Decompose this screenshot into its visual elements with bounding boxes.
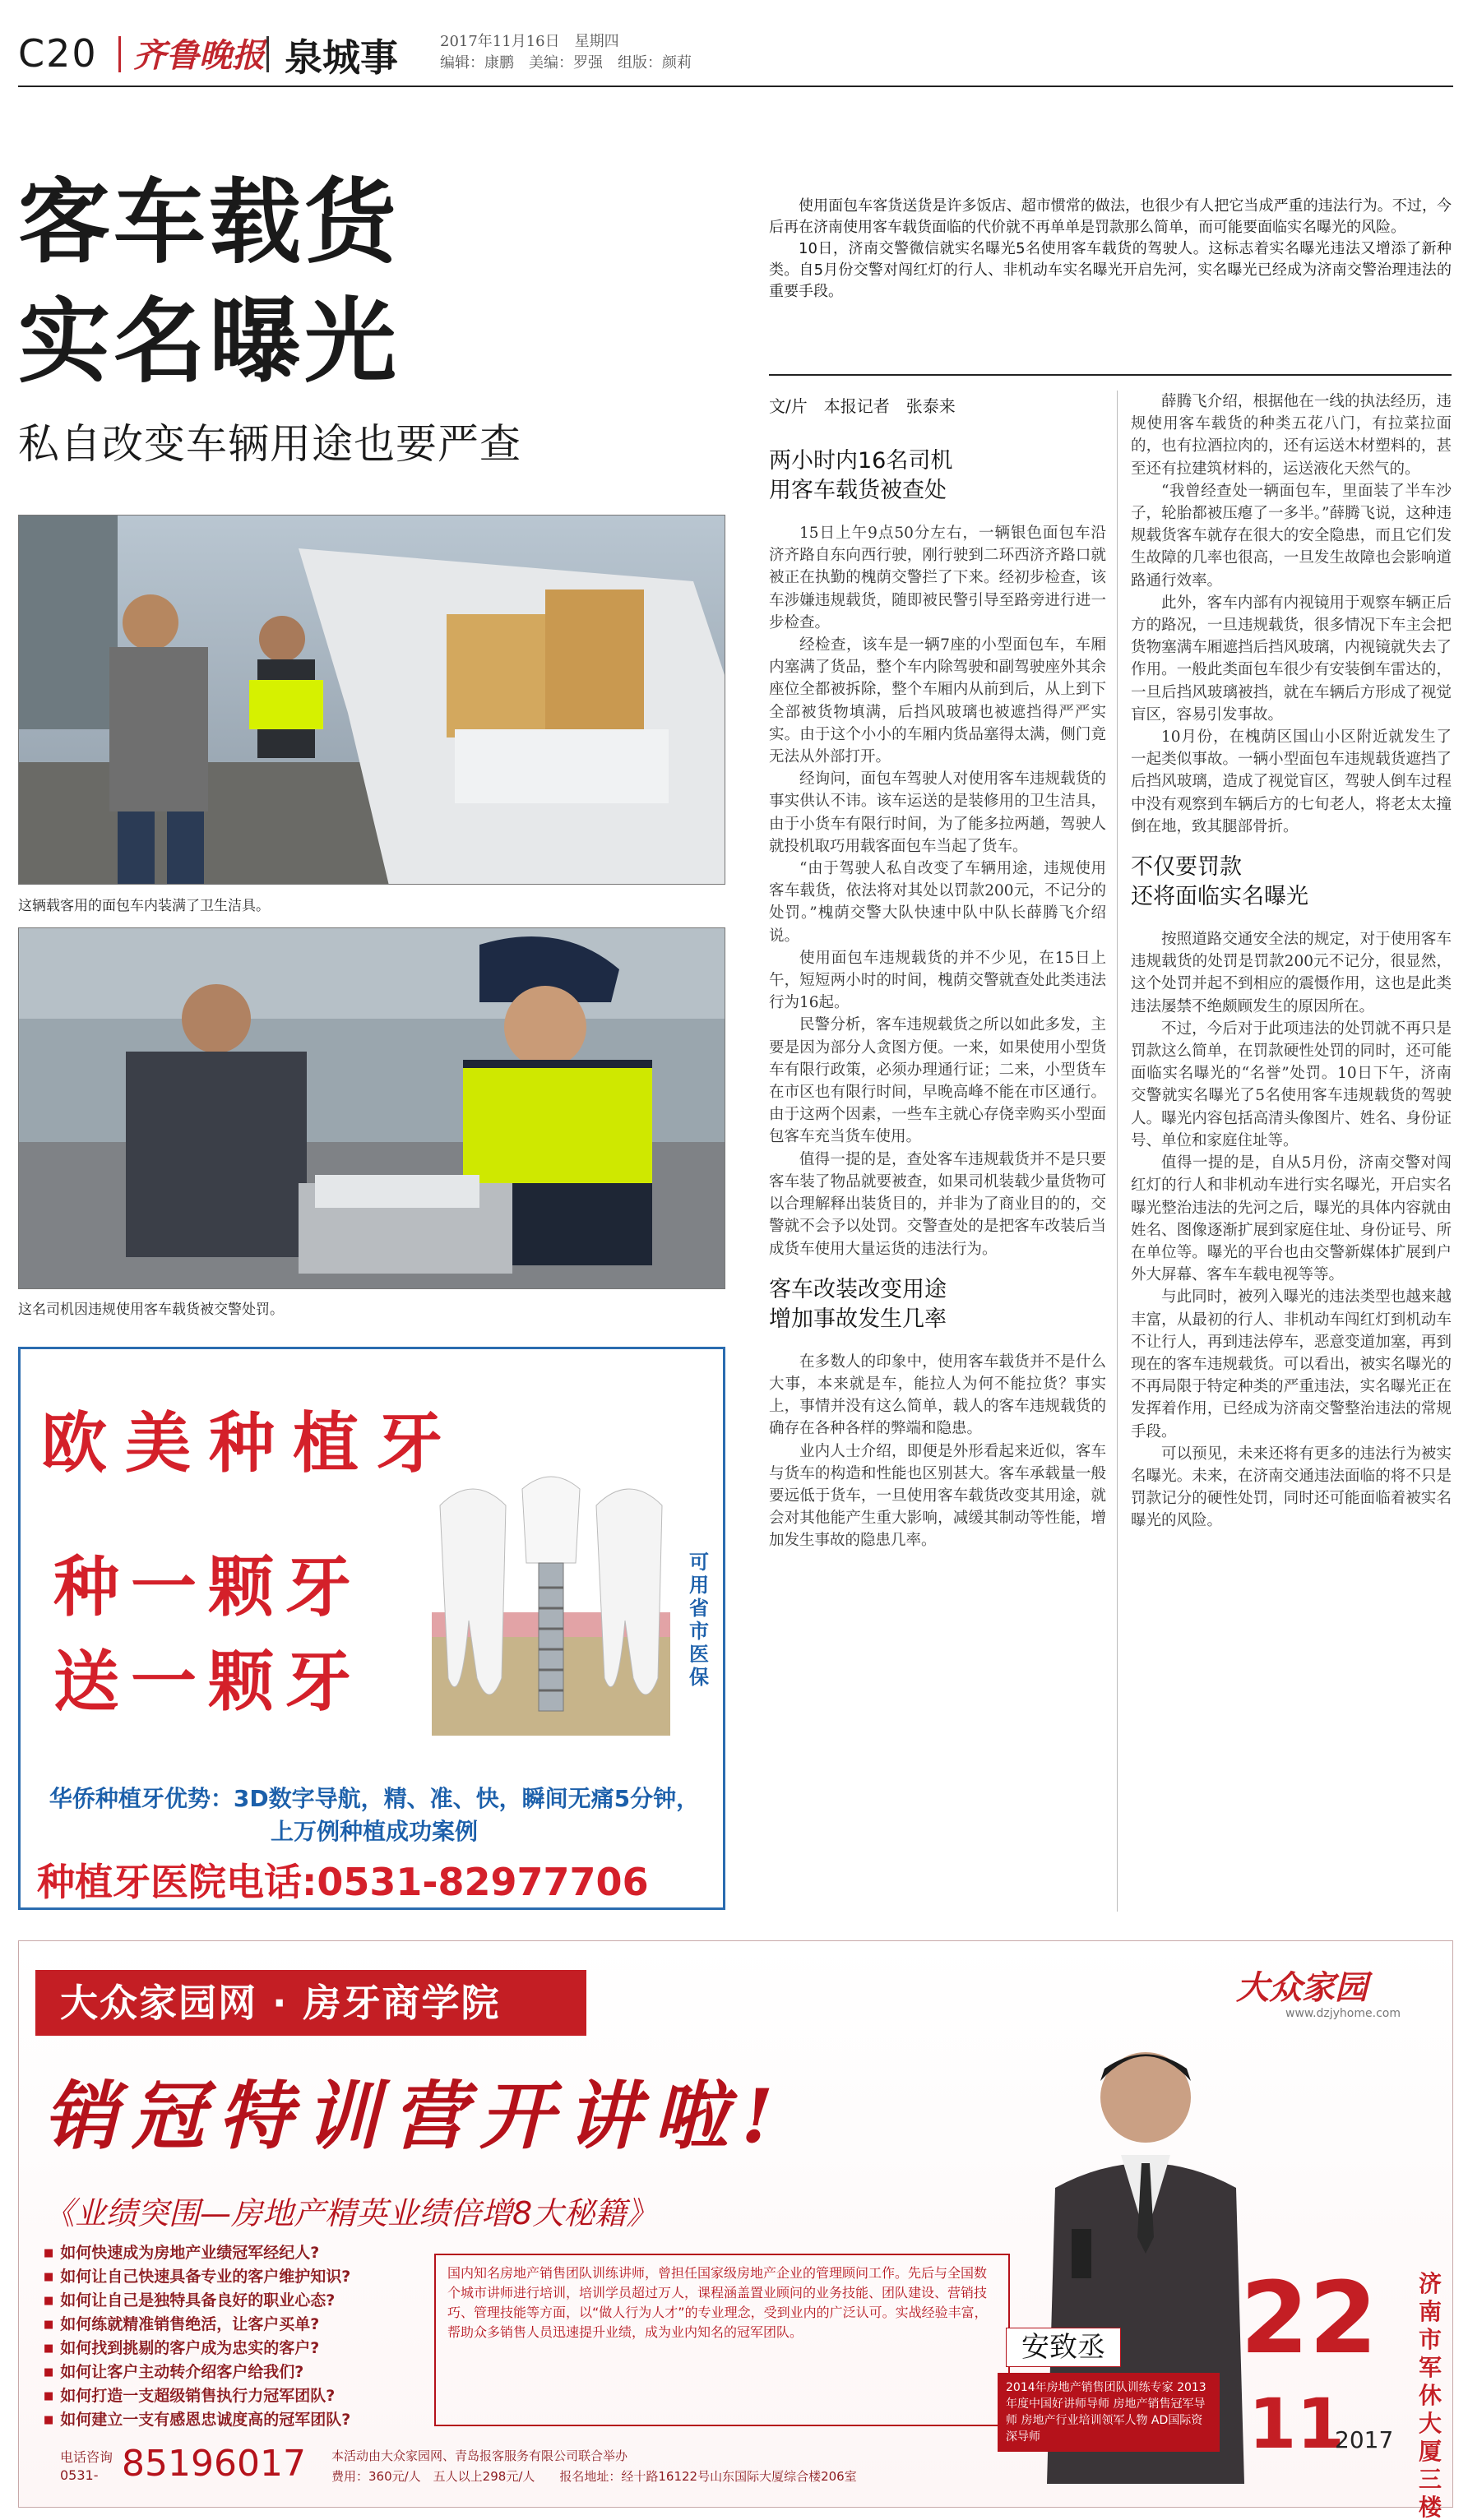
photo-officer-ticket [18, 927, 725, 1289]
dental-implant-ad [18, 1347, 725, 1910]
list-item: ■ 如何让自己快速具备专业的客户维护知识? [44, 2265, 430, 2289]
list-item: ■ 如何快速成为房地产业绩冠军经纪人? [44, 2241, 430, 2265]
photo-caption: 这辆载客用的面包车内装满了卫生洁具。 [18, 898, 270, 914]
paragraph: “我曾经查处一辆面包车，里面装了半车沙子，轮胎都被压瘪了一多半。”薛腾飞说，这种违规载货客车就存在很大的安全隐患，而且它们发生故障的几率也很高，一旦发生故障也会影响道路通行效率。 [1131, 482, 1452, 590]
paragraph: 不过，今后对于此项违法的处罚就不再只是罚款这么简单，在罚款硬性处罚的同时，还可能面临实名曝光的“名誉”处罚。10日下午，济南交警就实名曝光了5名使用客车违规载货的驾驶人。曝光内容包括高清头像图片、姓名、身份证号、单位和家庭住址等。 [1131, 1020, 1452, 1149]
paragraph: 在多数人的印象中，使用客车载货并不是什么大事，本来就是车，能拉人为何不能拉货？事实上，事情并没有这么简单，载人的客车违规载货的确存在各种各样的弊端和隐患。 [769, 1352, 1106, 1438]
ad-slogan-line-1: 种一颗牙 [53, 1549, 363, 1625]
subheadline: 私自改变车辆用途也要严查 [18, 420, 521, 468]
article-column-2 [1131, 391, 1452, 1533]
byline: 文/片 本报记者 张泰来 [769, 396, 956, 416]
list-item: ■ 如何建立一支有感恩忠诚度高的冠军团队? [44, 2408, 430, 2432]
ad-area-code: 0531- [60, 2467, 99, 2483]
headline-line-2: 实名曝光 [18, 289, 400, 395]
lead-rule [769, 374, 1452, 376]
list-item: ■ 如何让自己是独特具备良好的职业心态? [44, 2289, 430, 2313]
paragraph: 使用面包车违规载货的并不少见，在15日上午，短短两小时的时间，槐荫交警就查处此类违法行为16起。 [769, 949, 1106, 1012]
tooth-implant-illustration [432, 1473, 670, 1752]
lead-paragraph: 使用面包车客货送货是许多饭店、超市惯常的做法，也很少有人把它当成严重的违法行为。不过，今后再在济南使用客车载货面临的代价就不再单单是罚款那么简单，而可能要面临实名曝光的风险。 [769, 197, 1452, 236]
ad-title: 欧美种植牙 [41, 1405, 461, 1482]
paragraph: 业内人士介绍，即便是外形看起来近似，客车与货车的构造和性能也区别甚大。客车承载量一般要远低于货车，一旦使用客车载货改变其用途，就会对其他能产生重大影响，减缓其制动等性能，增加发生事故的隐患几率。 [769, 1442, 1106, 1550]
list-item: ■ 如何练就精准销售绝活，让客户买单? [44, 2313, 430, 2337]
dazhong-jiayuan-logo: 大众家园 [1236, 1968, 1368, 2007]
ad-slogan-line-2: 送一颗牙 [53, 1644, 363, 1720]
event-day: 22 [1240, 2262, 1378, 2376]
ad-title: 销冠特训营开讲啦! [44, 2073, 787, 2160]
paragraph: 15日上午9点50分左右，一辆银色面包车沿济齐路自东向西行驶，刚行驶到二环西济齐路口就被正在执勤的槐荫交警拦了下来。经初步检查，该车涉嫌违规载货，随即被民警引导至路旁进行进一步检查。 [769, 525, 1106, 631]
lead-paragraph: 10日，济南交警微信就实名曝光5名使用客车载货的驾驶人。这标志着实名曝光违法又增添了新种类。自5月份交警对闯红灯的行人、非机动车实名曝光开启先河，实名曝光已经成为济南交警治理违法的重要手段。 [769, 240, 1452, 300]
event-venue: 济南市军休大厦三楼 [1418, 2270, 1442, 2520]
list-item: ■ 如何让客户主动转介绍客户给我们? [44, 2360, 430, 2384]
paper-name: 齐鲁晚报 [133, 36, 265, 75]
event-month: 11 [1248, 2384, 1345, 2464]
ad-description-box: 国内知名房地产销售团队训练讲师，曾担任国家级房地产企业的管理顾问工作。先后与全国数个城市讲师进行培训，培训学员超过万人，课程涵盖置业顾问的业务技能、团队建设、营销技巧、管理技能等方面，以“做人行为人才”的专业理念，受到业内的广泛认可。实战经验丰富，帮助众多销售人员迅速提升业绩，成为业内知名的冠军团队。 [434, 2254, 1010, 2426]
ad-fee-address: 费用：360元/人 五人以上298元/人 报名地址：经十路16122号山东国际大厦综合楼206室 [331, 2469, 857, 2484]
paragraph: 经询问，面包车驾驶人对使用客车违规载货的事实供认不讳。该车运送的是装修用的卫生洁具，由于小货车有限行时间，为了能多拉两趟，驾驶人就投机取巧用载客面包车当起了货车。 [769, 770, 1106, 855]
header-divider [118, 36, 121, 72]
header-rule [18, 86, 1453, 87]
headline-line-1: 客车载货 [18, 169, 400, 276]
article-lead [769, 196, 1452, 303]
ad-organizer: 本活动由大众家园网、青岛报客服务有限公司联合举办 [331, 2448, 628, 2463]
paragraph: 按照道路交通安全法的规定，对于使用客车违规载货的处罚是罚款200元不记分，很显然，这个处罚并起不到相应的震慑作用，这也是此类违法屡禁不绝颇顾发生的原因所在。 [1131, 931, 1452, 1015]
date-line: 2017年11月16日 星期四 [440, 33, 619, 50]
section-heading: 客车改装改变用途 增加事故发生几率 [769, 1276, 947, 1332]
event-year: 2017 [1335, 2426, 1394, 2453]
section-heading: 不仅要罚款 还将面临实名曝光 [1131, 854, 1308, 910]
ad-advantage-line-2: 上万例种植成功案例 [270, 1818, 478, 1845]
paragraph: 经检查，该车是一辆7座的小型面包车，车厢内塞满了货品，整个车内除驾驶和副驾驶座外其余座位全都被拆除，整个车厢内从前到后，从上到下全部被货物填满，后挡风玻璃也被遮挡得严严实实。由于这个小小的车厢内货品塞得太满，侧门竟无法从外部打开。 [769, 636, 1106, 766]
article-column-1 [769, 432, 1106, 1552]
ad-banner: 大众家园网 · 房牙商学院 [35, 1970, 586, 2036]
paragraph: 民警分析，客车违规载货之所以如此多发，主要是因为部分人贪图方便。一来，如果使用小型货车有限行政策，必须办理通行证；二来，小型货车在市区也有限行时间，早晚高峰不能在市区通行。由于这两个因素，一些车主就心存侥幸购买小型面包客车充当货车使用。 [769, 1016, 1106, 1146]
logo-url: www.dzjyhome.com [1285, 2007, 1401, 2020]
editors-line: 编辑：康鹏 美编：罗强 组版：颜莉 [440, 54, 692, 72]
header-divider [266, 36, 269, 72]
ad-advantage-line-1: 华侨种植牙优势：3D数字导航，精、准、快，瞬间无痛5分钟， [49, 1785, 700, 1812]
paragraph: 与此同时，被列入曝光的违法类型也越来越丰富，从最初的行人、非机动车闯红灯到机动车不让行人，再到违法停车，恶意变道加塞，再到现在的客车违规载货。可以看出，被实名曝光的不再局限于特定种类的严重违法，实名曝光正在发挥着作用，已经成为济南交警整治违法的常规手段。 [1131, 1288, 1452, 1440]
paragraph: 此外，客车内部有内视镜用于观察车辆正后方的路况，一旦违规载货，很多情况下车主会把货物塞满车厢遮挡后挡风玻璃，内视镜就失去了作用。一般此类面包车很少有安装倒车雷达的，一旦后挡风玻璃被挡，就在车辆后方形成了视觉盲区，容易引发事故。 [1131, 594, 1452, 724]
ad-insurance-note: 可用省市医保 [689, 1551, 709, 1689]
paragraph: 值得一提的是，自从5月份，济南交警对闯红灯的行人和非机动车进行实名曝光，开启实名曝光整治违法的先河之后，曝光的具体内容就由姓名、图像逐渐扩展到家庭住址、身份证号、所在单位等。曝光的平台也由交警新媒体扩展到户外大屏幕、客车车载电视等等。 [1131, 1154, 1452, 1284]
column-divider [1117, 391, 1118, 1912]
paragraph: 可以预见，未来还将有更多的违法行为被实名曝光。未来，在济南交通违法面临的将不只是罚款记分的硬性处罚，同时还可能面临着被实名曝光的风险。 [1131, 1445, 1452, 1530]
page-number: C20 [18, 31, 98, 76]
ad-hospital-phone: 种植牙医院电话:0531-82977706 [37, 1860, 649, 1904]
list-item: ■ 如何找到挑剔的客户成为忠实的客户? [44, 2337, 430, 2360]
paragraph: 薛腾飞介绍，根据他在一线的执法经历，违规使用客车载货的种类五花八门，有拉菜拉面的，也有拉酒拉肉的，还有运送木材塑料的，甚至还有拉建筑材料的，运送液化天然气的。 [1131, 393, 1452, 478]
section-heading: 两小时内16名司机 用客车载货被查处 [769, 448, 953, 503]
speaker-bio: 2014年房地产销售团队训练专家 2013年度中国好讲师导师 房地产销售冠军导师 房地产行业培训领军人物 AD国际资深导师 [998, 2373, 1220, 2452]
ad-contact-label: 电话咨询 [60, 2449, 113, 2465]
ad-phone: 85196017 [122, 2443, 306, 2485]
paragraph: 10月份，在槐荫区国山小区附近就发生了一起类似事故。一辆小型面包车违规载货遮挡了后挡风玻璃，造成了视觉盲区，驾驶人倒车过程中没有观察到车辆后方的七旬老人，将老太太撞倒在地，致其腿部骨折。 [1131, 728, 1452, 835]
section-title: 泉城事 [285, 35, 398, 80]
photo-caption: 这名司机因违规使用客车载货被交警处罚。 [18, 1302, 284, 1318]
paragraph: “由于驾驶人私自改变了车辆用途，违规使用客车载货，依法将对其处以罚款200元，不记分的处罚。”槐荫交警大队快速中队中队长薛腾飞介绍说。 [769, 860, 1106, 945]
list-item: ■ 如何打造一支超级销售执行力冠军团队? [44, 2384, 430, 2408]
sales-training-ad [18, 1940, 1453, 2520]
ad-question-list [44, 2241, 430, 2432]
ad-subtitle: 《业绩突围—房地产精英业绩倍增8大秘籍》 [44, 2195, 658, 2231]
paragraph: 值得一提的是，查处客车违规载货并不是只要客车装了物品就要被查，如果司机装载少量货物可以合理解释出装货目的，并非为了商业目的的，交警就不会予以处罚。交警查处的是把客车改装后当成货车使用大量运货的违法行为。 [769, 1150, 1106, 1258]
photo-van-inspection [18, 515, 725, 885]
speaker-name: 安致丞 [1006, 2328, 1121, 2367]
